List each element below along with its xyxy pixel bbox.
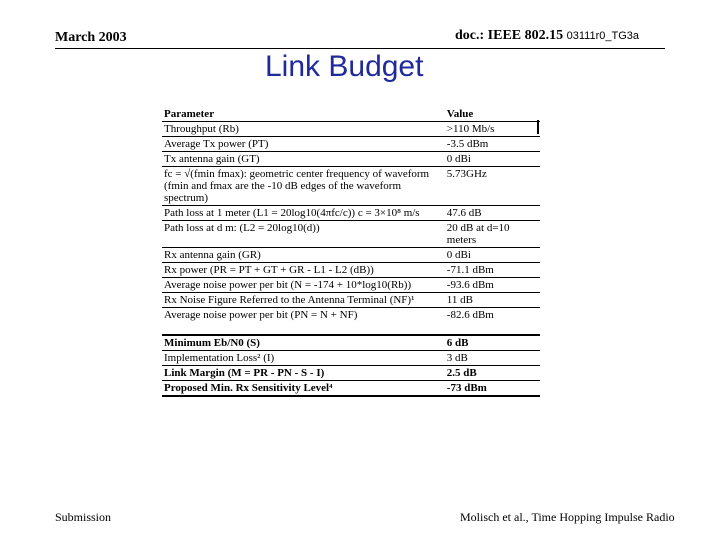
value-cell: 0 dBi bbox=[445, 152, 540, 167]
table-row bbox=[162, 152, 540, 167]
value-cell: 5.73GHz bbox=[445, 167, 540, 206]
parameter-cell: Average noise power per bit (N = -174 + 10*log10(Rb)) bbox=[162, 278, 445, 293]
table-row bbox=[162, 206, 540, 221]
table-row bbox=[162, 263, 540, 278]
parameter-cell: Proposed Min. Rx Sensitivity Level⁴ bbox=[162, 381, 445, 397]
table-row bbox=[162, 366, 540, 381]
page-title: Link Budget bbox=[265, 50, 424, 83]
parameter-cell: Implementation Loss² (I) bbox=[162, 351, 445, 366]
header-doc bbox=[455, 28, 639, 44]
value-cell: 11 dB bbox=[445, 293, 540, 308]
value-cell: 0 dBi bbox=[445, 248, 540, 263]
parameter-cell: Average Tx power (PT) bbox=[162, 137, 445, 152]
link-budget-table-body bbox=[162, 107, 540, 396]
value-cell: >110 Mb/s bbox=[445, 122, 540, 137]
value-cell: -71.1 dBm bbox=[445, 263, 540, 278]
parameter-cell: Throughput (Rb) bbox=[162, 122, 445, 137]
header-doc-number: 03111r0_TG3a bbox=[566, 30, 639, 42]
header-rule bbox=[55, 48, 665, 49]
parameter-cell: Path loss at d m: (L2 = 20log10(d)) bbox=[162, 221, 445, 248]
table-header-row bbox=[162, 107, 540, 122]
table-row bbox=[162, 335, 540, 351]
footer-authors: Molisch et al., Time Hopping Impulse Radio bbox=[460, 510, 675, 524]
link-budget-table bbox=[162, 107, 540, 397]
value-cell: 20 dB at d=10 meters bbox=[445, 221, 540, 248]
parameter-cell: Link Margin (M = PR - PN - S - I) bbox=[162, 366, 445, 381]
value-cell: -73 dBm bbox=[445, 381, 540, 397]
table-row bbox=[162, 381, 540, 397]
header-value: Value bbox=[445, 107, 540, 122]
table-row bbox=[162, 278, 540, 293]
table-row bbox=[162, 221, 540, 248]
parameter-cell: Tx antenna gain (GT) bbox=[162, 152, 445, 167]
table-row bbox=[162, 122, 540, 137]
value-cell: -93.6 dBm bbox=[445, 278, 540, 293]
link-budget-table-wrap bbox=[162, 107, 540, 397]
gap-cell bbox=[445, 322, 540, 335]
gap-cell bbox=[162, 322, 445, 335]
parameter-cell: Rx Noise Figure Referred to the Antenna Terminal (NF)¹ bbox=[162, 293, 445, 308]
parameter-cell: fc = √(fmin fmax): geometric center frequency of waveform (fmin and fmax are the -10 dB edges of the waveform spectrum) bbox=[162, 167, 445, 206]
value-cell: -82.6 dBm bbox=[445, 308, 540, 323]
parameter-cell: Path loss at 1 meter (L1 = 20log10(4πfc/c)) c = 3×10⁸ m/s bbox=[162, 206, 445, 221]
header-date: March 2003 bbox=[55, 30, 127, 45]
table-row bbox=[162, 248, 540, 263]
parameter-cell: Rx antenna gain (GR) bbox=[162, 248, 445, 263]
header-parameter: Parameter bbox=[162, 107, 445, 122]
parameter-cell: Rx power (PR = PT + GT + GR - L1 - L2 (dB)) bbox=[162, 263, 445, 278]
value-cell: 6 dB bbox=[445, 335, 540, 351]
table-row bbox=[162, 293, 540, 308]
header-doc-label: doc.: IEEE 802.15 bbox=[455, 28, 564, 43]
parameter-cell: Average noise power per bit (PN = N + NF) bbox=[162, 308, 445, 323]
table-row bbox=[162, 351, 540, 366]
parameter-cell: Minimum Eb/N0 (S) bbox=[162, 335, 445, 351]
table-gap-row bbox=[162, 322, 540, 335]
value-cell: 3 dB bbox=[445, 351, 540, 366]
table-row bbox=[162, 308, 540, 323]
table-row bbox=[162, 167, 540, 206]
value-cell: 47.6 dB bbox=[445, 206, 540, 221]
value-cell: 2.5 dB bbox=[445, 366, 540, 381]
footer-submission: Submission bbox=[55, 510, 112, 524]
table-row bbox=[162, 137, 540, 152]
table-bracket bbox=[537, 120, 539, 134]
value-cell: -3.5 dBm bbox=[445, 137, 540, 152]
